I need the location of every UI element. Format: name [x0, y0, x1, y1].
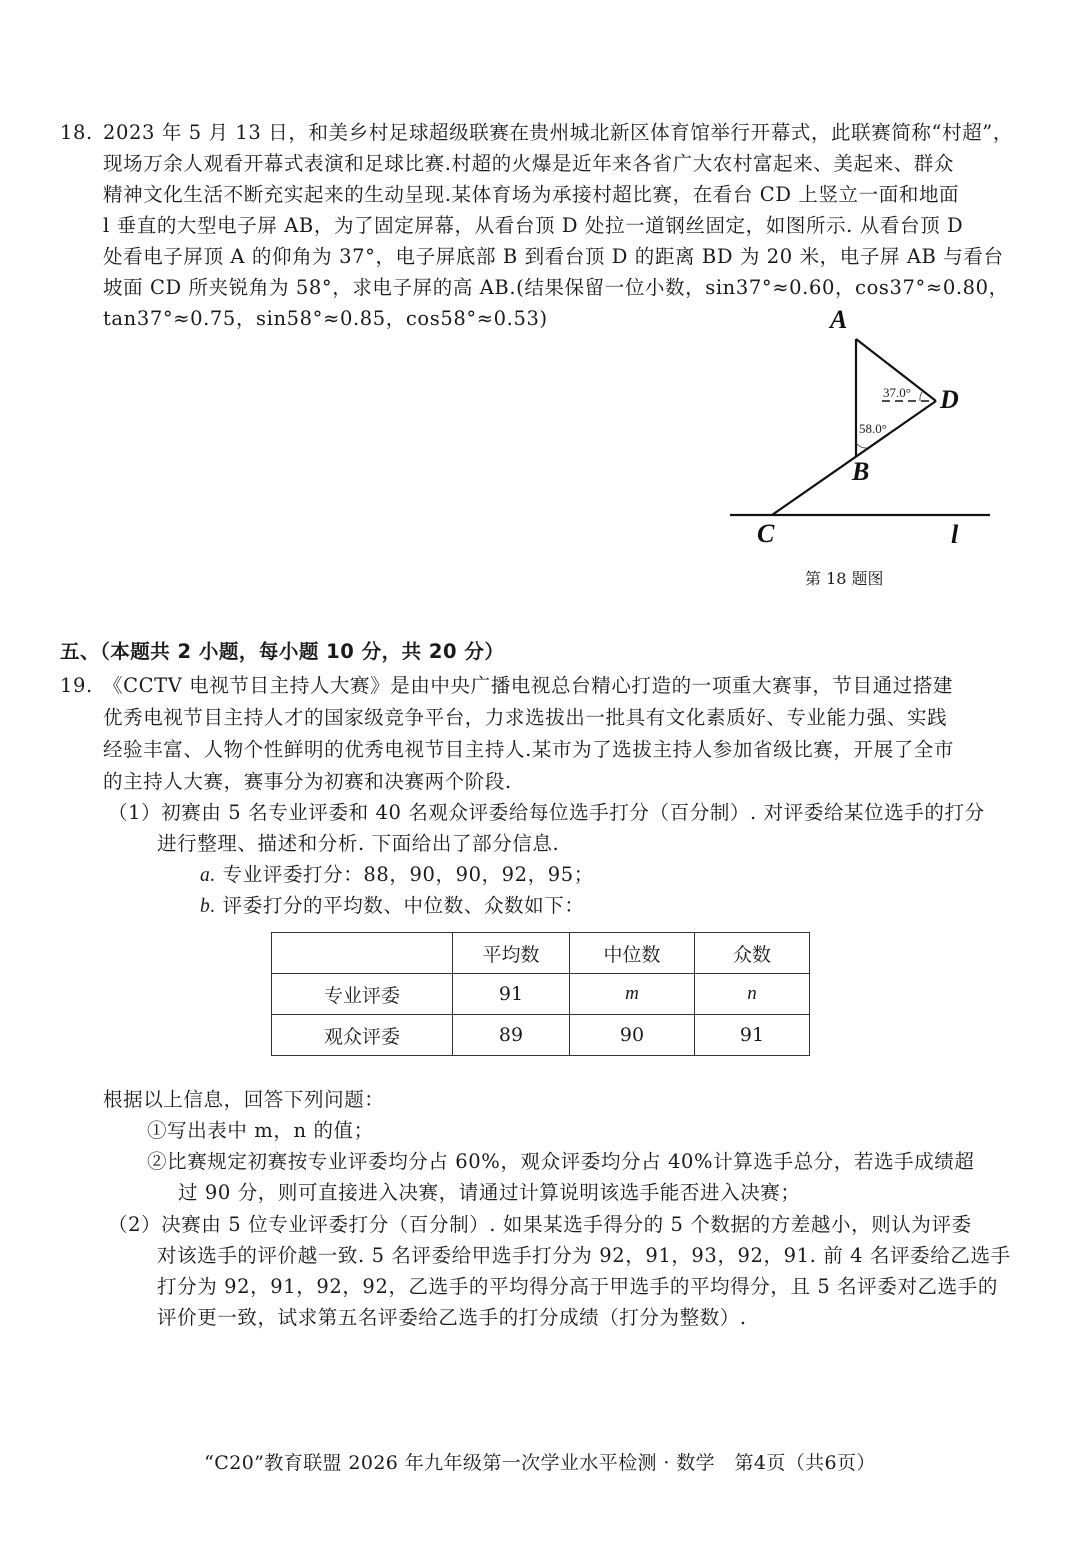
q19-intro-3: 经验丰富、人物个性鲜明的优秀电视节目主持人.某市为了选拔主持人参加省级比赛，开展了全市	[103, 738, 954, 761]
table-cell: 90	[570, 1015, 695, 1056]
table-cell: m	[570, 974, 695, 1015]
item-a-text: 专业评委打分：88，90，90，92，95；	[222, 863, 594, 886]
angle-37-label: 37.0°	[883, 385, 911, 400]
table-row	[272, 1015, 810, 1056]
table-cell: 89	[453, 1015, 570, 1056]
q19-questions-intro: 根据以上信息，回答下列问题：	[103, 1088, 385, 1111]
q19-intro-2: 优秀电视节目主持人才的国家级竞争平台，力求选拔出一批具有文化素质好、专业能力强、实践	[103, 706, 948, 729]
label-A: A	[830, 305, 848, 334]
label-B: B	[852, 457, 870, 486]
table-cell: 观众评委	[272, 1015, 453, 1056]
q19-part2-line-1: （2）决赛由 5 位专业评委打分（百分制）. 如果某选手得分的 5 个数据的方差越小，则认为评委	[108, 1213, 972, 1236]
section-5-heading: 五、（本题共 2 小题，每小题 10 分，共 20 分）	[60, 640, 505, 663]
item-a-label: a.	[200, 865, 216, 886]
q19-intro-4: 的主持人大赛，赛事分为初赛和决赛两个阶段.	[103, 770, 512, 793]
q19-sub-question-2-line-2: 过 90 分，则可直接进入决赛，请通过计算说明该选手能否进入决赛；	[178, 1181, 801, 1204]
label-C: C	[757, 519, 775, 548]
q18-number: 18.	[60, 121, 93, 144]
q19-part2-line-3: 打分为 92，91，92，92，乙选手的平均得分高于甲选手的平均得分，且 5 名评委对乙选手的	[157, 1275, 998, 1298]
q18-line-6: 坡面 CD 所夹锐角为 58°，求电子屏的高 AB.(结果保留一位小数，sin37°≈0.60，cos37°≈0.80，	[103, 276, 1009, 299]
q18-line-2: 现场万余人观看开幕式表演和足球比赛.村超的火爆是近年来各省广大农村富起来、美起来、群众	[103, 152, 954, 175]
judges-stats-table	[271, 932, 810, 1056]
page-footer: “C20”教育联盟 2026 年九年级第一次学业水平检测 · 数学 第4页（共6页）	[204, 1452, 876, 1474]
item-b-text: 评委打分的平均数、中位数、众数如下：	[222, 894, 585, 917]
table-cell: 91	[695, 1015, 810, 1056]
table-header-cell: 中位数	[570, 933, 695, 974]
q19-part2-line-4: 评价更一致，试求第五名评委给乙选手的打分成绩（打分为整数）.	[157, 1306, 747, 1329]
q19-number: 19.	[60, 674, 93, 697]
table-header-row	[272, 933, 810, 974]
item-b-label: b.	[200, 896, 216, 917]
table-header-cell: 众数	[695, 933, 810, 974]
table-header-cell	[272, 933, 453, 974]
table-cell: n	[695, 974, 810, 1015]
q19-intro-1: 《CCTV 电视节目主持人大赛》是由中央广播电视总台精心打造的一项重大赛事，节目通过搭建	[103, 674, 954, 697]
q19-part2-line-2: 对该选手的评价越一致. 5 名评委给甲选手打分为 92，91，93，92，91. 前 4 名评委给乙选手	[157, 1244, 1011, 1267]
table-cell: 专业评委	[272, 974, 453, 1015]
q18-line-1: 2023 年 5 月 13 日，和美乡村足球超级联赛在贵州城北新区体育馆举行开幕式，此联赛简称“村超”，	[103, 121, 1013, 144]
q19-part1-line-1: （1）初赛由 5 名专业评委和 40 名观众评委给每位选手打分（百分制）. 对评委给某位选手的打分	[108, 801, 985, 824]
q18-line-3: 精神文化生活不断充实起来的生动呈现.某体育场为承接村超比赛，在看台 CD 上竖立一面和地面	[103, 183, 960, 206]
q19-sub-question-1: ①写出表中 m，n 的值；	[147, 1119, 374, 1142]
q19-part1-line-2: 进行整理、描述和分析. 下面给出了部分信息.	[157, 832, 560, 855]
q19-item-b	[200, 890, 584, 922]
label-l: l	[951, 520, 959, 549]
q19-sub-question-2-line-1: ②比赛规定初赛按专业评委均分占 60%，观众评委均分占 40%计算选手总分，若选手成绩超	[147, 1150, 975, 1173]
label-D: D	[940, 385, 959, 414]
q18-line-7: tan37°≈0.75，sin58°≈0.85，cos58°≈0.53)	[103, 307, 548, 330]
q18-line-5: 处看电子屏顶 A 的仰角为 37°，电子屏底部 B 到看台顶 D 的距离 BD 为 20 米，电子屏 AB 与看台	[103, 245, 1004, 268]
q19-item-a	[200, 859, 594, 891]
q18-geometry-figure	[720, 300, 1020, 600]
q18-line-4: l 垂直的大型电子屏 AB，为了固定屏幕，从看台顶 D 处拉一道钢丝固定，如图所示. 从看台顶 D	[103, 214, 964, 237]
table-row	[272, 974, 810, 1015]
angle-58-label: 58.0°	[859, 421, 887, 436]
q18-figure-caption: 第 18 题图	[805, 569, 884, 588]
table-header-cell: 平均数	[453, 933, 570, 974]
table-cell: 91	[453, 974, 570, 1015]
